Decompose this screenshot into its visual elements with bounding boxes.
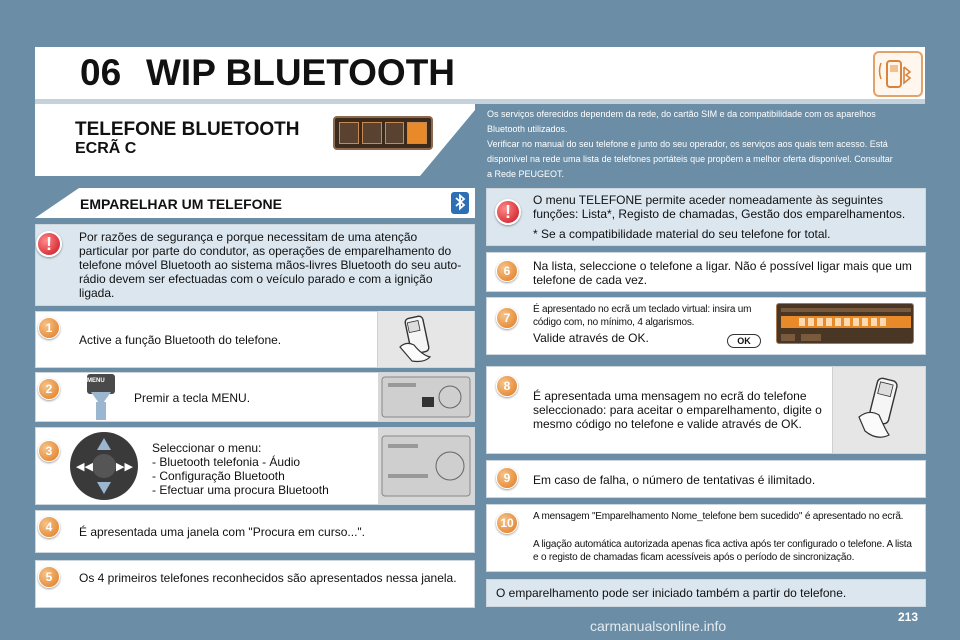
screen-segment	[385, 122, 405, 144]
hand-phone-illustration	[377, 311, 474, 367]
step-2-text: Premir a tecla MENU.	[134, 391, 251, 405]
pairing-heading: EMPARELHAR UM TELEFONE	[80, 196, 282, 212]
warning-icon: !	[495, 199, 521, 225]
step-badge: 1	[38, 317, 60, 339]
menu-option-label: Bluetooth telefonia - Áudio	[159, 455, 301, 469]
virtual-keyboard-screen	[776, 303, 914, 344]
step-badge: 3	[38, 440, 60, 462]
safety-warning-text: Por razões de segurança e porque necessitam de uma atenção particular por parte do condutor, as operações de emparelhamento do telefone móvel Bluetooth ao sistema mãos-livres Bluetooth do seu auto-rádio devem ser efectuadas com o veículo parado e com a ignição ligada.	[79, 230, 462, 300]
svg-text:▶▶: ▶▶	[116, 460, 133, 473]
chapter-number: 06	[80, 52, 122, 93]
menu-option: - Efectuar uma procura Bluetooth	[152, 483, 329, 497]
step-badge: 2	[38, 378, 60, 400]
step-1-text: Active a função Bluetooth do telefone.	[79, 333, 282, 347]
heading-diagonal	[35, 188, 79, 218]
step-4-text: É apresentada uma janela com "Procura em curso...".	[79, 525, 365, 539]
footer-note: O emparelhamento pode ser iniciado também a partir do telefone.	[496, 586, 847, 600]
info-line: disponível na rede uma lista de telefones portáteis que propõem a melhor oferta disponível. Consultar	[487, 154, 893, 164]
step-6-text: Na lista, seleccione o telefone a ligar. Não é possível ligar mais que um telefone de cada vez.	[533, 259, 912, 287]
step-badge: 8	[496, 375, 518, 397]
menu-option: - Bluetooth telefonia - Áudio	[152, 455, 301, 469]
telephone-menu-text: O menu TELEFONE permite aceder nomeadamente às seguintes funções: Lista*, Registo de chamadas, Gestão dos emparelhamentos.	[533, 193, 906, 221]
warning-icon: !	[36, 231, 62, 257]
bluetooth-icon	[449, 190, 471, 216]
menu-option: - Configuração Bluetooth	[152, 469, 285, 483]
step-badge: 5	[38, 566, 60, 588]
page-number: 213	[898, 610, 919, 624]
info-line: Os serviços oferecidos dependem da rede, do cartão SIM e da compatibilidade com os aparelhos	[487, 109, 876, 119]
navigation-dial-icon	[66, 430, 142, 502]
watermark: carmanualsonline.info	[590, 618, 727, 634]
compatibility-note: * Se a compatibilidade material do seu telefone for total.	[533, 227, 831, 241]
info-line: a Rede PEUGEOT.	[487, 169, 565, 179]
step-badge: 6	[496, 260, 518, 282]
menu-option-label: Efectuar uma procura Bluetooth	[159, 483, 329, 497]
hand-phone-illustration	[832, 367, 925, 453]
step-8-text: É apresentada uma mensagem no ecrã do telefone seleccionado: para aceitar o emparelhamento, digite o mesmo código no telefone e valide através de OK.	[533, 389, 822, 431]
screen-segment	[339, 122, 359, 144]
screen-segment-active	[407, 122, 427, 144]
step-9-text: Em caso de falha, o número de tentativas é ilimitado.	[533, 473, 816, 487]
screen-c-thumbnail	[333, 116, 433, 150]
info-line: Bluetooth utilizados.	[487, 124, 568, 134]
ok-button[interactable]: OK	[727, 334, 761, 348]
step-7-text: É apresentado no ecrã um teclado virtual: insira um código com, no mínimo, 4 algarismos.	[533, 304, 752, 328]
step-10-note: A ligação automática autorizada apenas fica activa após ter configurado o telefone. A lista e o registo de chamadas ficam acessíveis após o período de sincronização.	[533, 539, 912, 563]
phone-bluetooth-icon	[873, 51, 923, 97]
menu-key-label: MENU	[87, 378, 105, 384]
radio-unit-illustration	[378, 428, 474, 504]
section-subtitle: ECRÃ C	[75, 140, 137, 157]
radio-unit-illustration	[378, 373, 474, 421]
menu-option-label: Configuração Bluetooth	[159, 469, 285, 483]
step-10-text: A mensagem "Emparelhamento Nome_telefone bem sucedido" é apresentado no ecrã.	[533, 511, 904, 522]
step-3-text: Seleccionar o menu:	[152, 441, 262, 455]
screen-segment	[362, 122, 382, 144]
services-info-note	[477, 104, 925, 179]
step-7-validate: Valide através de OK.	[533, 331, 649, 345]
step-badge: 9	[496, 467, 518, 489]
info-line: Verificar no manual do seu telefone e junto do seu operador, os serviços aos quais tem acesso. Está	[487, 139, 888, 149]
svg-text:◀◀: ◀◀	[76, 460, 93, 473]
step-badge: 7	[496, 307, 518, 329]
page-title: WIP BLUETOOTH	[146, 52, 456, 93]
step-badge: 4	[38, 516, 60, 538]
step-badge: 10	[496, 512, 518, 534]
section-title: TELEFONE BLUETOOTH	[75, 119, 300, 140]
step-5-text: Os 4 primeiros telefones reconhecidos são apresentados nessa janela.	[79, 571, 457, 585]
